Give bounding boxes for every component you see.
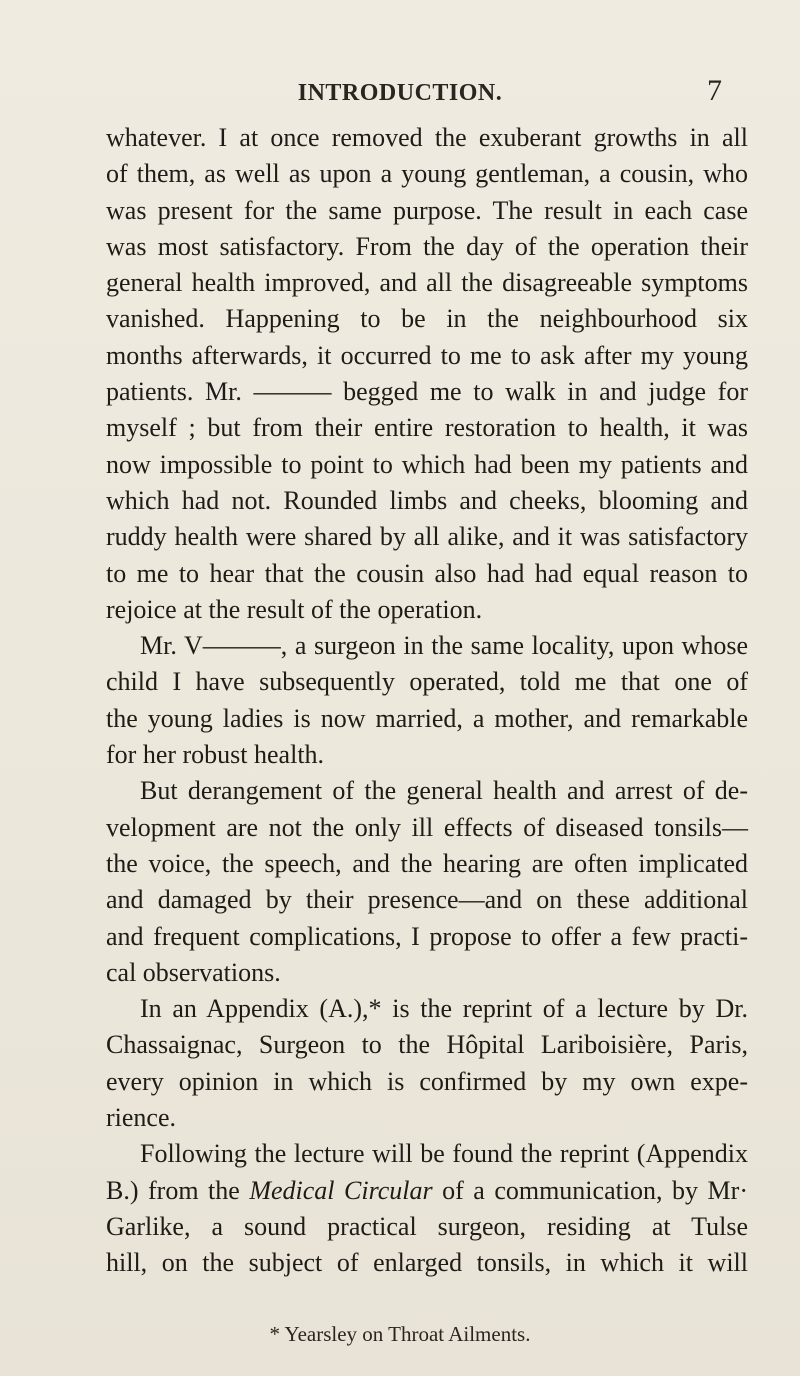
- text-line: the young ladies is now married, a mother, and remarkable: [106, 703, 748, 733]
- text-line: myself ; but from their entire restoration to health, it was: [106, 413, 748, 443]
- text-line: general health improved, and all the disagreeable symptoms: [106, 268, 748, 298]
- text-line: hill, on the subject of enlarged tonsils, in which it will: [106, 1248, 748, 1278]
- footnote: * Yearsley on Throat Ailments.: [269, 1322, 531, 1346]
- text-line: every opinion in which is confirmed by my own expe-: [106, 1066, 748, 1096]
- body-text: [106, 120, 748, 1282]
- text-line: vanished. Happening to be in the neighbourhood six: [106, 304, 748, 334]
- text-line: and frequent complications, I propose to offer a few practi-: [106, 921, 748, 951]
- running-head: [0, 74, 800, 112]
- text-line: whatever. I at once removed the exuberant growths in all: [106, 123, 748, 152]
- text-line: now impossible to point to which had been my patients and: [106, 449, 748, 479]
- text-line: rience.: [106, 1103, 177, 1133]
- text-line: which had not. Rounded limbs and cheeks, blooming and: [106, 485, 748, 515]
- text-line: Following the lecture will be found the reprint (Appendix: [140, 1139, 748, 1169]
- text-line: was most satisfactory. From the day of the operation their: [106, 231, 748, 261]
- text-line: to me to hear that the cousin also had had equal reason to: [106, 558, 748, 588]
- page-number: 7: [707, 74, 722, 107]
- text-line: child I have subsequently operated, told me that one of: [106, 667, 748, 697]
- text-line: of them, as well as upon a young gentleman, a cousin, who: [106, 159, 748, 189]
- text-line: cal observations.: [106, 957, 281, 987]
- italic-title: Medical Circular: [249, 1175, 433, 1205]
- text-line: In an Appendix (A.),* is the reprint of a lecture by Dr.: [140, 994, 748, 1024]
- text-line: Mr. V———, a surgeon in the same locality, upon whose: [140, 631, 748, 661]
- text-line: Garlike, a sound practical surgeon, residing at Tulse: [106, 1211, 748, 1241]
- text-line: and damaged by their presence—and on these additional: [106, 885, 748, 915]
- text-line: ruddy health were shared by all alike, and it was satisfactory: [106, 522, 748, 552]
- text-line: But derangement of the general health and arrest of de-: [140, 776, 748, 806]
- text-line: months afterwards, it occurred to me to ask after my young: [106, 340, 748, 370]
- text-line: the voice, the speech, and the hearing are often implicated: [106, 848, 748, 878]
- text-line: for her robust health.: [106, 740, 325, 770]
- text-line: velopment are not the only ill effects of diseased tonsils—: [106, 812, 748, 842]
- running-head-title: INTRODUCTION.: [297, 80, 503, 106]
- text-line: rejoice at the result of the operation.: [106, 594, 483, 624]
- text-line: patients. Mr. ——— begged me to walk in and judge for: [106, 377, 748, 407]
- text-line: B.) from the Medical Circular of a communication, by Mr·: [106, 1175, 748, 1205]
- text-line: Chassaignac, Surgeon to the Hôpital Lariboisière, Paris,: [106, 1030, 748, 1060]
- text-line: was present for the same purpose. The result in each case: [106, 195, 748, 225]
